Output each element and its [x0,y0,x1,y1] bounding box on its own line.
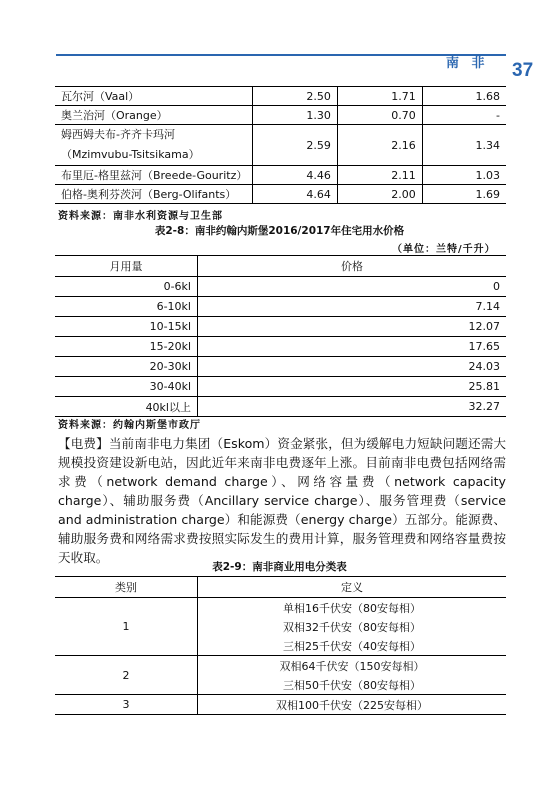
header-rule [56,54,506,56]
column-header-price: 价格 [198,256,507,277]
water-price-table [55,255,506,417]
definition-cell: 三相25千伏安（40安每相） [198,636,507,656]
value-cell: 1.68 [422,87,506,106]
definition-cell: 单相16千伏安（80安每相） [283,601,421,615]
water-table-unit: （单位：兰特/千升） [392,244,496,255]
category-cell: 1 [55,598,198,656]
table-row [55,125,506,166]
value-cell: 0.70 [337,106,422,125]
range-cell: 6-10kl [55,297,198,317]
column-header-range: 月用量 [55,256,198,277]
river-name: 布里厄-格里兹河（Breede-Gouritz） [55,166,253,185]
range-cell: 40kl以上 [55,397,198,417]
price-cell: 32.27 [198,397,507,417]
elec-table-caption: 表2-9：南非商业用电分类表 [212,561,347,573]
value-cell: 1.30 [253,106,338,125]
price-cell: 17.65 [198,337,507,357]
value-cell: 1.69 [422,185,506,204]
range-cell: 30-40kl [55,377,198,397]
river-name: 奥兰治河（Orange） [55,106,253,125]
river-name-line: （Mzimvubu-Tsitsikama） [61,148,200,161]
electricity-category-table [55,576,506,715]
river-name: 伯格-奥利芬茨河（Berg-Olifants） [55,185,253,204]
range-cell: 0-6kl [55,277,198,297]
value-cell: 2.59 [253,125,338,166]
value-cell: 2.50 [253,87,338,106]
value-cell: 4.64 [253,185,338,204]
value-cell: - [422,106,506,125]
page-number: 37 [512,60,534,81]
river-table-source: 资料来源：南非水利资源与卫生部 [58,211,223,222]
table-header-row [55,577,506,598]
value-cell: 2.00 [337,185,422,204]
river-name [55,125,253,166]
definition-cell: 三相50千伏安（80安每相） [198,675,507,695]
table-row [55,337,506,357]
table-row [55,598,506,618]
table-row [55,106,506,125]
category-cell: 2 [55,656,198,695]
range-cell: 15-20kl [55,337,198,357]
header-title: 南 非 [446,56,489,71]
value-cell: 1.03 [422,166,506,185]
table-row [55,656,506,676]
table-row [55,317,506,337]
column-header-definition: 定义 [198,577,507,598]
definition-cell: 双相100千伏安（225安每相） [276,698,428,712]
table-row [55,377,506,397]
water-table-source: 资料来源：约翰内斯堡市政厅 [58,420,201,431]
table-row [55,185,506,204]
value-cell: 2.16 [337,125,422,166]
value-cell: 2.11 [337,166,422,185]
table-row [55,87,506,106]
table-row [55,695,506,715]
table-row [55,297,506,317]
value-cell: 1.34 [422,125,506,166]
column-header-category: 类别 [55,577,198,598]
price-cell: 0 [198,277,507,297]
water-table-caption: 表2-8：南非约翰内斯堡2016/2017年住宅用水价格 [154,225,405,237]
value-cell: 1.71 [337,87,422,106]
price-cell: 7.14 [198,297,507,317]
definition-cell: 双相32千伏安（80安每相） [283,620,421,634]
river-name-line: 姆西姆夫布-齐齐卡玛河 [61,128,175,141]
value-cell: 4.46 [253,166,338,185]
range-cell: 10-15kl [55,317,198,337]
price-cell: 24.03 [198,357,507,377]
river-name: 瓦尔河（Vaal） [55,87,253,106]
table-row [55,277,506,297]
price-cell: 12.07 [198,317,507,337]
table-row [55,397,506,417]
price-cell: 25.81 [198,377,507,397]
table-row [55,166,506,185]
category-cell: 3 [55,695,198,715]
range-cell: 20-30kl [55,357,198,377]
definition-cell: 双相64千伏安（150安每相） [279,659,425,673]
river-price-table [55,86,506,204]
table-row [55,357,506,377]
table-header-row [55,256,506,277]
electricity-paragraph: 【电费】当前南非电力集团（Eskom）资金紧张，但为缓解电力短缺问题还需大规模投资建设新电站，因此近年来南非电费逐年上涨。目前南非电费包括网络需求费（network demand charge）、网络容量费（network capacity charge）、辅助服务费（Ancillary service charge）、服务管理费（service and administration charge）和能源费（energy charge）五部分。能源费、辅助服务费和网络需求费按照实际发生的费用计算，服务管理费和网络容量费按天收取。 [58,436,506,565]
